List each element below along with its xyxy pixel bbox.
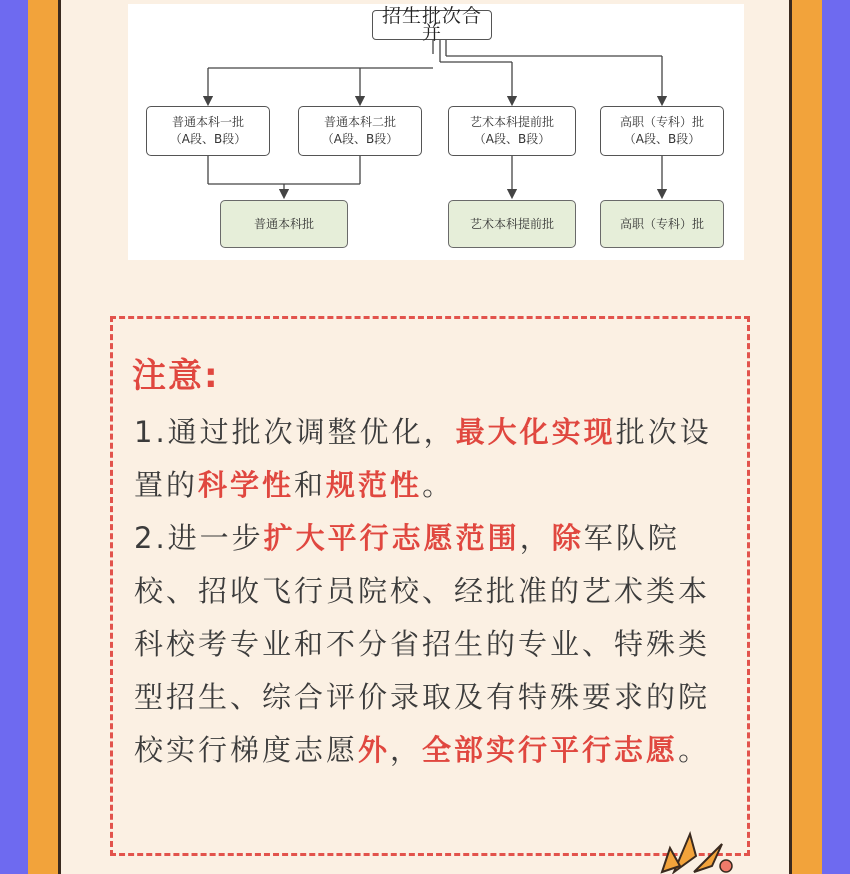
flow-node-general-2 xyxy=(298,106,422,156)
flow-node-art xyxy=(448,106,576,156)
highlight-text: 扩大平行志愿范围 xyxy=(263,521,520,555)
text-run: 。 xyxy=(678,733,711,767)
flow-node-label: 艺术本科提前批 xyxy=(469,115,554,129)
flow-node-label: 高职（专科）批 xyxy=(619,115,704,129)
flow-node-label: 普通本科二批 xyxy=(323,115,396,129)
flow-node-label: 高职（专科）批 xyxy=(619,216,704,231)
flow-node-sublabel: （A段、B段） xyxy=(623,132,701,146)
flow-node-sublabel: （A段、B段） xyxy=(473,132,551,146)
right-frame-border xyxy=(792,0,850,874)
text-run: 军队院校、招收飞行员院校、经批准的艺术类本科校考专业和不分省招生的专业、特殊类型招生、综合评价录取及有特殊要求的院校实行梯度志愿 xyxy=(134,521,711,767)
flow-node-label: 艺术本科提前批 xyxy=(469,216,554,231)
flow-node-label: 普通本科一批 xyxy=(171,115,244,129)
highlight-text: 全部实行平行志愿 xyxy=(422,733,679,767)
flow-node-merge-label: 招生批次合并 xyxy=(381,5,482,44)
text-run: 和 xyxy=(294,468,327,502)
notice-paragraph-1 xyxy=(134,406,734,512)
celebration-burst-icon xyxy=(660,826,740,874)
flow-node-label: 普通本科批 xyxy=(253,216,314,231)
text-run: 2.进一步 xyxy=(134,521,264,555)
flow-node-art-merged xyxy=(448,200,576,248)
text-run: ， xyxy=(390,733,423,767)
flow-node-general-1 xyxy=(146,106,270,156)
highlight-text: 规范性 xyxy=(326,468,423,502)
text-run: ， xyxy=(519,521,552,555)
flow-node-general-merged xyxy=(220,200,348,248)
flow-node-vocational xyxy=(600,106,724,156)
flowchart xyxy=(128,4,744,260)
flow-node-merge xyxy=(372,5,492,44)
flow-node-sublabel: （A段、B段） xyxy=(321,132,399,146)
left-frame-border xyxy=(0,0,58,874)
text-run: 。 xyxy=(422,468,455,502)
highlight-text: 科学性 xyxy=(198,468,295,502)
text-run: 批次设置的 xyxy=(134,415,712,502)
notice-title: 注意: xyxy=(132,356,220,396)
highlight-text: 外 xyxy=(358,733,391,767)
flow-node-sublabel: （A段、B段） xyxy=(169,132,247,146)
flow-node-vocational-merged xyxy=(600,200,724,248)
highlight-text: 除 xyxy=(551,521,584,555)
highlight-text: 最大化实现 xyxy=(455,415,616,449)
text-run: 1.通过批次调整优化， xyxy=(134,415,456,449)
notice-paragraph-2 xyxy=(134,512,734,777)
